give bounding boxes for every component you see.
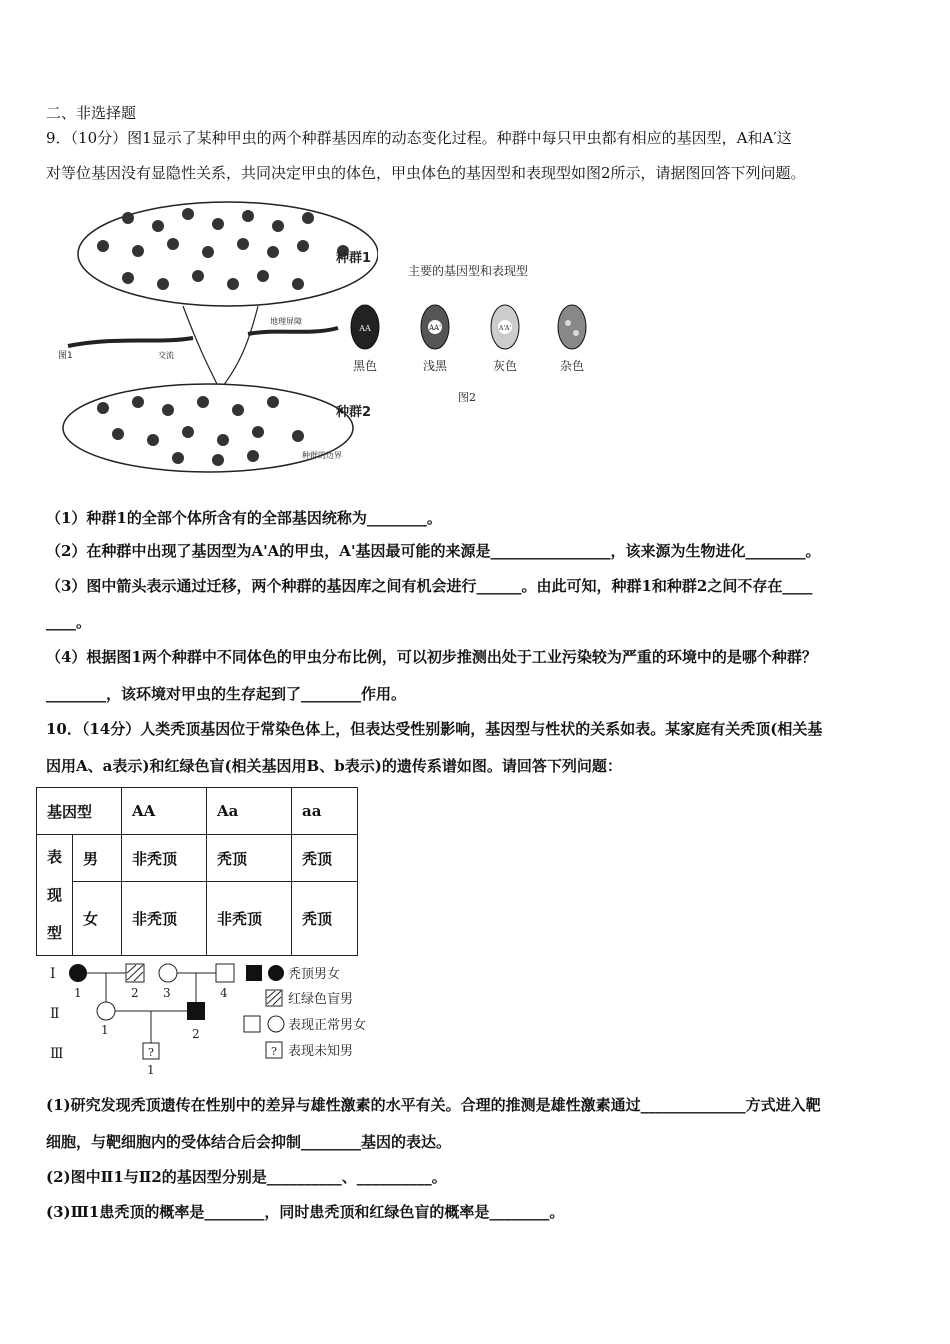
- table-header-cell: AA: [122, 788, 207, 835]
- table-sex-cell: 男: [73, 835, 122, 882]
- q9-sub4-line1: （4）根据图1两个种群中不同体色的甲虫分布比例，可以初步推测出处于工业污染较为严重的环境中的是哪个种群？: [46, 648, 817, 666]
- table-cell: 秃顶: [207, 835, 292, 882]
- pedigree-number: 1: [147, 1063, 155, 1077]
- table-cell: 非秃顶: [122, 835, 207, 882]
- table-header-cell: aa: [292, 788, 358, 835]
- I1-bald-female: [69, 964, 87, 982]
- pedigree-number: 4: [220, 986, 228, 1000]
- generation-III-label: Ⅲ: [50, 1046, 64, 1062]
- unknown-mark: ?: [148, 1046, 154, 1059]
- legend-normal-male-symbol: [244, 1016, 260, 1032]
- q9-stem-line1: 9．（10分）图1显示了某种甲虫的两个种群基因库的动态变化过程。种群中每只甲虫都有相应的基因型，A和A′这: [46, 129, 792, 147]
- q9-sub3-line2: ____。: [46, 613, 92, 631]
- table-phenotype-group: [37, 835, 73, 956]
- beetle-black: [351, 305, 379, 373]
- figure-1-population-diagram: [58, 196, 378, 478]
- generation-I-label: Ⅰ: [50, 966, 56, 982]
- q10-sub1-line1: (1)研究发现秃顶遗传在性别中的差异与雄性激素的水平有关。合理的推测是雄性激素通过______________方式进入靶: [46, 1096, 821, 1114]
- generation-II-label: Ⅱ: [50, 1006, 60, 1022]
- section-title: 二、非选择题: [46, 104, 137, 122]
- pedigree-number: 2: [131, 986, 139, 1000]
- q10-sub3: (3)Ⅲ1患秃顶的概率是________，同时患秃顶和红绿色盲的概率是________。: [46, 1203, 565, 1221]
- pedigree-number: 3: [163, 986, 171, 1000]
- legend-normal-female-symbol: [268, 1016, 284, 1032]
- fig1-label: 图1: [58, 351, 73, 361]
- I3-normal-female: [159, 964, 177, 982]
- q9-sub1: （1）种群1的全部个体所含有的全部基因统称为________。: [46, 509, 442, 527]
- legend-colorblind: 红绿色盲男: [288, 992, 354, 1007]
- table-row-female: [37, 882, 358, 956]
- table-cell: 秃顶: [292, 882, 358, 956]
- legend-unknown: 表现未知男: [288, 1044, 354, 1059]
- exchange-label: 交流: [158, 351, 174, 360]
- pedigree-number: 1: [74, 986, 82, 1000]
- beetle-light-black: [421, 305, 449, 373]
- legend-unknown-mark: ?: [271, 1045, 277, 1058]
- table-group-char: 表: [47, 848, 63, 866]
- legend-bald: 秃顶男女: [288, 967, 341, 982]
- population-1-label: 种群1: [336, 251, 372, 266]
- population-2-label: 种群2: [336, 405, 372, 420]
- table-header-row: [37, 788, 358, 835]
- genotype-phenotype-table: [36, 787, 358, 956]
- pedigree-number: 2: [192, 1027, 200, 1041]
- table-header-cell: 基因型: [37, 788, 122, 835]
- I4-normal-male: [216, 964, 234, 982]
- beetle-gray-phenotype: 灰色: [492, 359, 518, 373]
- q10-sub2: (2)图中Ⅱ1与Ⅱ2的基因型分别是__________、__________。: [46, 1168, 447, 1186]
- q10-stem-line1: 10．（14分）人类秃顶基因位于常染色体上，但表达受性别影响，基因型与性状的关系如表。某家庭有关秃顶(相关基: [46, 720, 823, 738]
- fig2-title: 主要的基因型和表现型: [408, 264, 529, 278]
- II2-bald-male: [187, 1002, 205, 1020]
- beetle-light-black-phenotype: 浅黑: [422, 359, 448, 373]
- pedigree-chart: [44, 960, 394, 1080]
- boundary-label: 种群的边界: [302, 451, 342, 460]
- beetle-light-black-genotype: AA': [428, 324, 442, 332]
- table-header-cell: Aa: [207, 788, 292, 835]
- beetle-black-genotype: AA: [359, 324, 371, 333]
- fig2-label: 图2: [458, 391, 476, 404]
- beetle-mottled-phenotype: 杂色: [559, 359, 585, 373]
- table-cell: 秃顶: [292, 835, 358, 882]
- beetle-mottled: [558, 305, 586, 373]
- legend-bald-female-symbol: [268, 965, 284, 981]
- beetle-gray: [491, 305, 519, 373]
- q10-stem-line2: 因用A、a表示)和红绿色盲(相关基因用B、b表示)的遗传系谱如图。请回答下列问题：: [46, 757, 622, 775]
- barrier-label: 地理屏障: [270, 317, 302, 326]
- figure-2-genotype-phenotype: [340, 255, 600, 415]
- table-cell: 非秃顶: [122, 882, 207, 956]
- q9-sub4-line2: ________，该环境对甲虫的生存起到了________作用。: [46, 685, 407, 703]
- pedigree-number: 1: [101, 1023, 109, 1037]
- beetle-gray-genotype: A'A': [499, 325, 511, 332]
- II1-normal-female: [97, 1002, 115, 1020]
- q10-sub1-line2: 细胞，与靶细胞内的受体结合后会抑制________基因的表达。: [46, 1133, 452, 1151]
- table-group-char: 型: [47, 924, 63, 942]
- table-cell: 非秃顶: [207, 882, 292, 956]
- table-sex-cell: 女: [73, 882, 122, 956]
- q9-sub3-line1: （3）图中箭头表示通过迁移，两个种群的基因库之间有机会进行______。由此可知，种群1和种群2之间不存在____: [46, 577, 813, 595]
- legend-bald-male-symbol: [246, 965, 262, 981]
- q9-sub2: （2）在种群中出现了基因型为A'A的甲虫，A'基因最可能的来源是________________，该来源为生物进化________。: [46, 542, 821, 560]
- q9-stem-line2: 对等位基因没有显隐性关系，共同决定甲虫的体色，甲虫体色的基因型和表现型如图2所示，请据图回答下列问题。: [46, 164, 806, 182]
- table-group-char: 现: [47, 886, 63, 904]
- beetle-black-phenotype: 黑色: [352, 359, 378, 373]
- legend-normal: 表现正常男女: [288, 1018, 367, 1033]
- table-row-male: [37, 835, 358, 882]
